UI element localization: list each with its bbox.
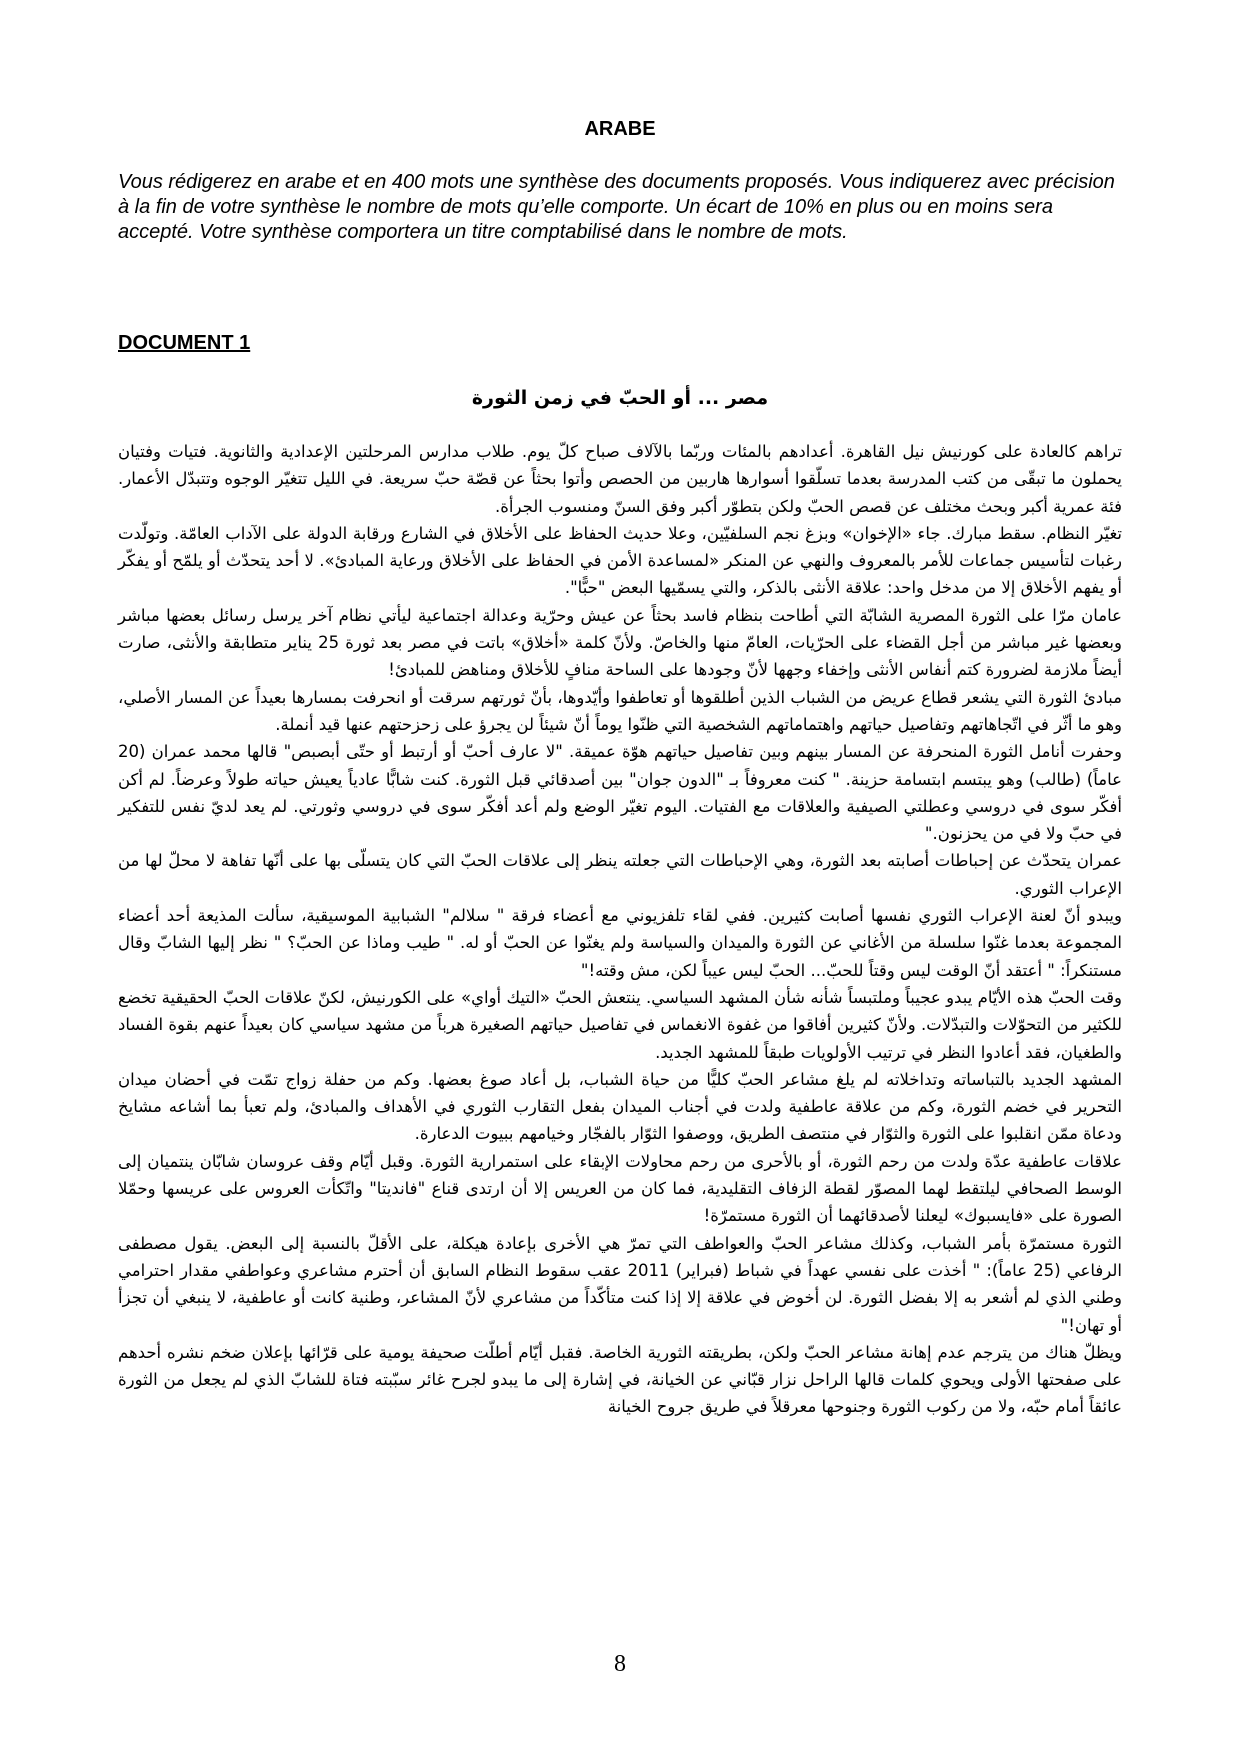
paragraph: الثورة مستمرّة بأمر الشباب، وكذلك مشاعر الحبّ والعواطف التي تمرّ هي الأخرى بإعادة هيكلة، على الأقلّ بالنسبة إلى البعض. يقول مصطفى الرفاعي (25 عاماً): " أخذت على نفسي عهداً في شباط (فبراير) 2011 عقب سقوط النظام السابق أن أحترم مشاعري وعواطفي مقدار احترامي وطني الذي لم أشعر به إلا بفضل الثورة. لن أخوض في علاقة إلا إذا كنت متأكّداً من مشاعري لأنّ المشاعر، وطنية كانت أو عاطفية، لا ينبغي أن تجزأ أو تهان!" bbox=[118, 1233, 1122, 1335]
paragraph: ويبدو أنّ لعنة الإعراب الثوري نفسها أصابت كثيرين. ففي لقاء تلفزيوني مع أعضاء فرقة " سلالم" الشبابية الموسيقية، سألت المذيعة أحد أعضاء المجموعة بعدما غنّوا سلسلة من الأغاني عن الثورة والميدان والسياسة ولم يغنّوا عن الحبّ أو له. " طيب وماذا عن الحبّ؟ " نظر إليها الشابّ وقال مستنكراً: " أعتقد أنّ الوقت ليس وقتاً للحبّ... الحبّ ليس عيباً لكن، مش وقته!" bbox=[118, 906, 1122, 980]
article-title: مصر ... أو الحبّ في زمن الثورة bbox=[471, 387, 769, 409]
section-heading: ARABE bbox=[584, 118, 656, 140]
paragraph: تغيّر النظام. سقط مبارك. جاء «الإخوان» وبزغ نجم السلفيّين، وعلا حديث الحفاظ على الأخلاق في الشارع ورقابة الدولة على الآداب العامّة. وتولّدت رغبات لتأسيس جماعات للأمر بالمعروف والنهي عن المنكر «لمساعدة الأمن في الحفاظ على الأخلاق ورعاية المبادئ». لا أحد يتحدّث أو يلمّح أو يفكّر أو يفهم الأخلاق إلا من مدخل واحد: علاقة الأنثى بالذكر، والتي يسمّيها البعض "حبًّا". bbox=[118, 523, 1122, 598]
document-label: DOCUMENT 1 bbox=[118, 332, 251, 354]
paragraph: المشهد الجديد بالتباساته وتداخلاته لم يلغ مشاعر الحبّ كليًّا من حياة الشباب، بل أعاد صوغ بعضها. وكم من حفلة زواج تمّت في أحضان ميدان التحرير في خضم الثورة، وكم من علاقة عاطفية ولدت في أجناب الميدان بفعل التقارب الثوري في الأهداف والمبادئ، ولم تعبأ بما أشاعه مشايخ ودعاة ممّن انقلبوا على الثورة والثوّار في منتصف الطريق، ووصفوا الثوّار بالفجّار وخيامهم ببيوت الدعارة. bbox=[118, 1069, 1122, 1144]
paragraph: وحفرت أنامل الثورة المنحرفة عن المسار بينهم وبين تفاصيل حياتهم هوّة عميقة. "لا عارف أحبّ أو أرتبط أو حتّى أبصبص" قالها محمد عمران (20 عاماً) (طالب) وهو يبتسم ابتسامة حزينة. " كنت معروفاً بـ "الدون جوان" بين أصدقائي قبل الثورة. كنت شابًّا عادياً يعيش حياته طولاً وعرضاً. لم أكن أفكّر سوى في دروسي وعطلتي الصيفية والعلاقات مع الفتيات. اليوم تغيّر الوضع ولم أعد أفكّر سوى في دروسي وثورتي. لم يعد لديّ نفس للتفكير في حبّ ولا في من يحزنون." bbox=[118, 742, 1122, 844]
paragraph: مبادئ الثورة التي يشعر قطاع عريض من الشباب الذين أطلقوها أو تعاطفوا وأيّدوها، بأنّ ثورتهم سرقت أو انحرفت بمسارها بعيداً عن المسار الأصلي، وهو ما أثّر في اتّجاهاتهم وتفاصيل حياتهم واهتماماتهم الشخصية التي ظنّوا يوماً أنّ شيئاً لن يجرؤ على زحزحتهم عنها قيد أنملة. bbox=[118, 687, 1122, 734]
paragraph: وقت الحبّ هذه الأيّام يبدو عجيباً وملتبساً شأنه شأن المشهد السياسي. ينتعش الحبّ «التيك أواي» على الكورنيش، لكنّ علاقات الحبّ الحقيقية تخضع للكثير من التحوّلات والتبدّلات. ولأنّ كثيرين أفاقوا من غفوة الانغماس في تفاصيل حياتهم الصغيرة هرباً من مشهد سياسي كان بعيداً عنهم بقوة الفساد والطغيان، فقد أعادوا النظر في ترتيب الأولويات طبقاً للمشهد الجديد. bbox=[118, 987, 1122, 1062]
page-number: 8 bbox=[614, 1651, 626, 1677]
exam-instructions: Vous rédigerez en arabe et en 400 mots une synthèse des documents proposés. Vous indiquerez avec précision à la fin de votre synthèse le nombre de mots qu’elle comporte. Un écart de 10% en plus ou en moins sera accepté. Votre synthèse comportera un titre comptabilisé dans le nombre de mots. bbox=[118, 171, 1115, 243]
paragraph: تراهم كالعادة على كورنيش نيل القاهرة. أعدادهم بالمئات وربّما بالآلاف صباح كلّ يوم. طلاب مدارس المرحلتين الإعدادية والثانوية. فتيات وفتيان يحملون ما تبقّى من كتب المدرسة بعدما تسلّقوا أسوارها هاربين من الحصص وأتوا بحثاً عن قصّة حبّ سريعة. في الليل تتغيّر الوجوه وتتبدّل الأعمار. فئة عمرية أكبر وبحث مختلف عن قصص الحبّ ولكن بتطوّر أكبر وفق السنّ ومنسوب الجرأة. bbox=[118, 442, 1122, 516]
paragraph: ويظلّ هناك من يترجم عدم إهانة مشاعر الحبّ ولكن، بطريقته الثورية الخاصة. فقبل أيّام أطلّت صحيفة يومية على قرّائها بإعلان ضخم نشره أحدهم على صفحتها الأولى ويحوي كلمات قالها الراحل نزار قبّاني عن الخيانة، في إشارة إلى ما يبدو لجرح غائر سبّبته فتاة للشابّ الذي لم يجعل من الثورة عائقاً أمام حبّه، ولا من ركوب الثورة وجنوحها معرقلاً في طريق جروح الخيانة bbox=[118, 1342, 1122, 1417]
paragraph: علاقات عاطفية عدّة ولدت من رحم الثورة، أو بالأحرى من رحم محاولات الإبقاء على استمرارية الثورة. وقبل أيّام وقف عروسان شابّان ينتميان إلى الوسط الصحافي ليلتقط لهما المصوّر لقطة الزفاف التقليدية، فما كان من العريس إلا أن ارتدى قناع "فانديتا" واتّكأت العروس على عريسها وحمّلا الصورة على «فايسبوك» ليعلنا لأصدقائهما أن الثورة مستمرّة! bbox=[118, 1151, 1122, 1226]
article-body bbox=[118, 438, 1122, 1421]
paragraph: عامان مرّا على الثورة المصرية الشابّة التي أطاحت بنظام فاسد بحثاً عن عيش وحرّية وعدالة اجتماعية ليأتي نظام آخر يرسل رسائل بعضها مباشر وبعضها غير مباشر من أجل القضاء على الحرّيات، العامّ منها والخاصّ. ولأنّ كلمة «أخلاق» باتت في مصر بعد ثورة 25 يناير متطابقة والأنثى، صارت أيضاً ملازمة لضرورة كتم أنفاس الأنثى وإخفاء وجهها لأنّ وجودها على الساحة منافٍ للأخلاق ومناهض للمبادئ! bbox=[118, 605, 1122, 680]
paragraph: عمران يتحدّث عن إحباطات أصابته بعد الثورة، وهي الإحباطات التي جعلته ينظر إلى علاقات الحبّ التي كان يتسلّى بها على أنّها تفاهة لا محلّ لها من الإعراب الثوري. bbox=[118, 851, 1122, 898]
